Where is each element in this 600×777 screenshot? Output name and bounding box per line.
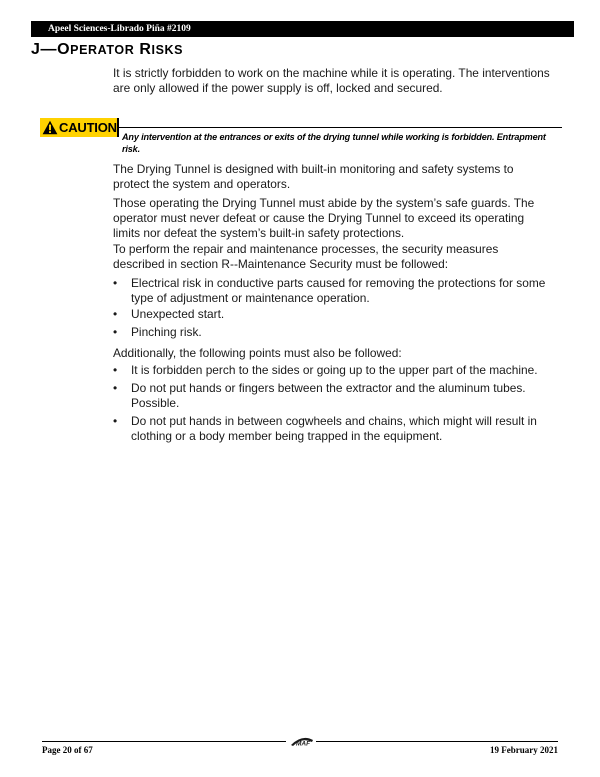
- list-item-text: Electrical risk in conductive parts caused for removing the protections for some type of adjustment or maintenance operation.: [131, 276, 546, 305]
- list-item: [113, 381, 553, 411]
- paragraph: The Drying Tunnel is designed with built-in monitoring and safety systems to protect the system and operators.: [113, 162, 514, 191]
- header-title: Apeel Sciences-Librado Piña #2109: [48, 24, 191, 34]
- footer-divider-right: [316, 741, 558, 742]
- maf-logo: [290, 736, 314, 747]
- intro-paragraph: It is strictly forbidden to work on the machine while it is operating. The interventions are only allowed if the power supply is off, locked and secured.: [113, 66, 550, 95]
- caution-label: CAUTION: [59, 120, 117, 135]
- list-item-text: Unexpected start.: [131, 307, 225, 321]
- list-item-text: Do not put hands or fingers between the extractor and the aluminum tubes. Possible.: [131, 381, 526, 410]
- document-header: [31, 21, 574, 37]
- bullet-mark: •: [113, 414, 118, 428]
- list-item: [113, 307, 553, 322]
- paragraph: To perform the repair and maintenance processes, the security measures described in section R--Maintenance Security must be followed:: [113, 242, 499, 271]
- caution-text: Any intervention at the entrances or exits of the drying tunnel while working is forbidden. Entrapment risk.: [122, 132, 546, 154]
- bullet-mark: •: [113, 325, 118, 339]
- paragraph: Additionally, the following points must also be followed:: [113, 346, 402, 360]
- bullet-mark: •: [113, 276, 118, 290]
- list-item: [113, 414, 553, 444]
- logo-text: MAF: [296, 740, 311, 747]
- list-item-text: Pinching risk.: [131, 325, 202, 339]
- warning-triangle-icon: [42, 120, 58, 135]
- list-item: [113, 325, 553, 340]
- caution-badge: [40, 118, 119, 137]
- section-title: J—OPERATOR RISKS: [31, 41, 184, 58]
- caution-divider: [119, 127, 562, 128]
- page-number: Page 20 of 67: [42, 745, 93, 755]
- document-date: 19 February 2021: [490, 745, 558, 755]
- footer-divider-left: [42, 741, 286, 742]
- paragraph: Those operating the Drying Tunnel must abide by the system’s safe guards. The operator must never defeat or cause the Drying Tunnel to exceed its operating limits nor defeat the system’s built-in safety protections.: [113, 196, 535, 240]
- list-item: [113, 363, 553, 378]
- list-item-text: It is forbidden perch to the sides or going up to the upper part of the machine.: [131, 363, 538, 377]
- bullet-mark: •: [113, 363, 118, 377]
- list-item-text: Do not put hands in between cogwheels and chains, which might will result in clothing or a body member being trapped in the equipment.: [131, 414, 537, 443]
- bullet-mark: •: [113, 381, 118, 395]
- list-item: [113, 276, 553, 306]
- bullet-mark: •: [113, 307, 118, 321]
